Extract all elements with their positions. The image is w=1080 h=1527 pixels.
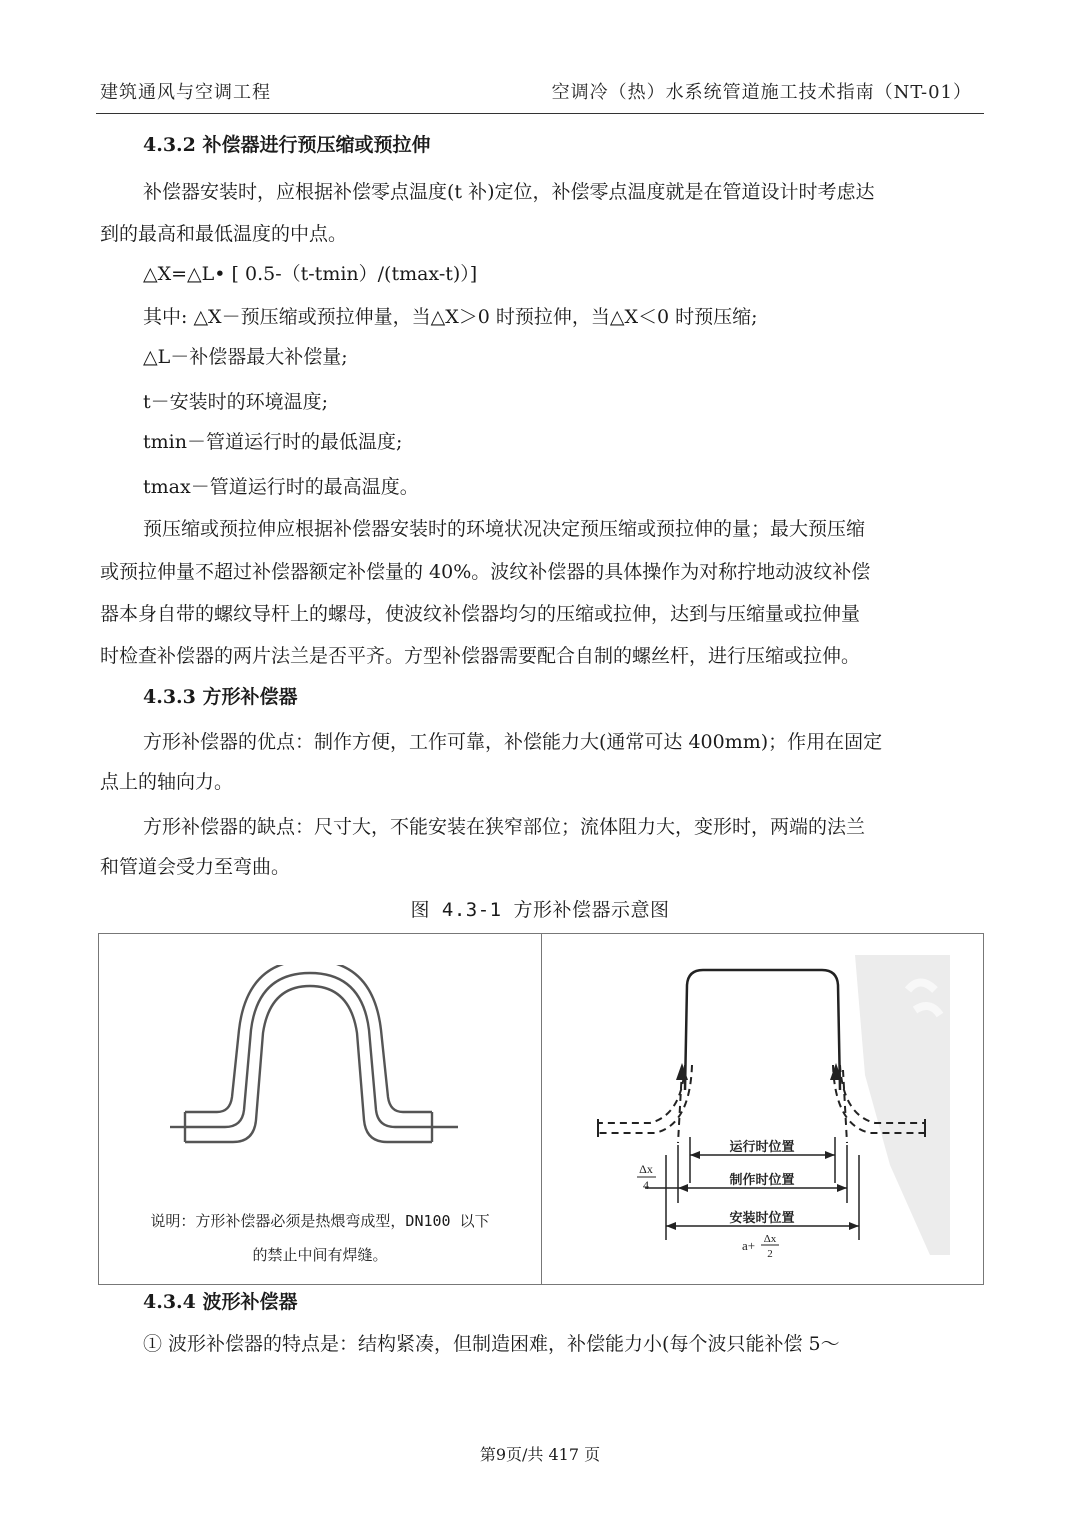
label-delta-denominator: 4 [643,1178,649,1192]
paragraph-line: 或预拉伸量不超过补偿器额定补偿量的 40%。波纹补偿器的具体操作为对称拧地动波纹补偿 [100,561,871,583]
paragraph-line: 方形补偿器的缺点：尺寸大，不能安装在狭窄部位；流体阻力大，变形时，两端的法兰 [143,816,866,838]
paragraph-line: 方形补偿器的优点：制作方便，工作可靠，补偿能力大(通常可达 400mm)；作用在固定 [143,731,883,753]
paragraph-line: 和管道会受力至弯曲。 [100,856,291,878]
figure-caption: 图 4.3-1 方形补偿器示意图 [410,899,670,921]
figure-note-line: 说明：方形补偿器必须是热煨弯成型，DN100 以下 [150,1212,490,1230]
formula: △X=△L• [ 0.5-（t-tmin）/(tmax-t)）] [143,263,478,285]
label-running-position: 运行时位置 [729,1139,795,1154]
definition-delta-l: △L－补偿器最大补偿量; [143,346,348,368]
page-number: 第9页/共 417 页 [479,1445,601,1464]
paragraph-line: 时检查补偿器的两片法兰是否平齐。方型补偿器需要配合自制的螺丝杆，进行压缩或拉伸。 [100,645,861,667]
square-compensator-illustration [160,965,460,1165]
header-divider [96,113,984,114]
label-install-position: 安装时位置 [729,1210,795,1225]
label-making-position: 制作时位置 [729,1172,795,1187]
compensator-position-diagram [590,955,950,1275]
paragraph-line: 补偿器安装时，应根据补偿零点温度(t 补)定位，补偿零点温度就是在管道设计时考虑达 [143,181,875,203]
paragraph-line: 到的最高和最低温度的中点。 [100,223,348,245]
header-left-title: 建筑通风与空调工程 [100,82,271,103]
section-434-title: 4.3.4 波形补偿器 [143,1291,298,1313]
definition-tmax: tmax－管道运行时的最高温度。 [143,476,419,498]
figure-note-line: 的禁止中间有焊缝。 [252,1246,388,1264]
label-delta-half-numerator: Δx [763,1233,777,1245]
paragraph-line: 点上的轴向力。 [100,771,234,793]
label-delta-half-denominator: 2 [767,1248,773,1260]
section-432-title: 4.3.2 补偿器进行预压缩或预拉伸 [143,134,431,156]
label-a-plus: a+ [742,1238,756,1253]
header-right-title: 空调冷（热）水系统管道施工技术指南（NT-01） [551,82,972,103]
definition-t: t－安装时的环境温度; [143,391,329,413]
section-433-title: 4.3.3 方形补偿器 [143,686,298,708]
formula-where: 其中: △X－预压缩或预拉伸量，当△X＞0 时预拉伸，当△X＜0 时预压缩; [143,306,758,328]
definition-tmin: tmin－管道运行时的最低温度; [143,431,403,453]
label-delta-numerator: Δx [639,1162,653,1176]
list-item: ① 波形补偿器的特点是：结构紧凑，但制造困难，补偿能力小(每个波只能补偿 5～ [143,1333,840,1355]
figure-divider [541,933,542,1284]
paragraph-line: 预压缩或预拉伸应根据补偿器安装时的环境状况决定预压缩或预拉伸的量；最大预压缩 [143,518,866,540]
paragraph-line: 器本身自带的螺纹导杆上的螺母，使波纹补偿器均匀的压缩或拉伸，达到与压缩量或拉伸量 [100,603,861,625]
